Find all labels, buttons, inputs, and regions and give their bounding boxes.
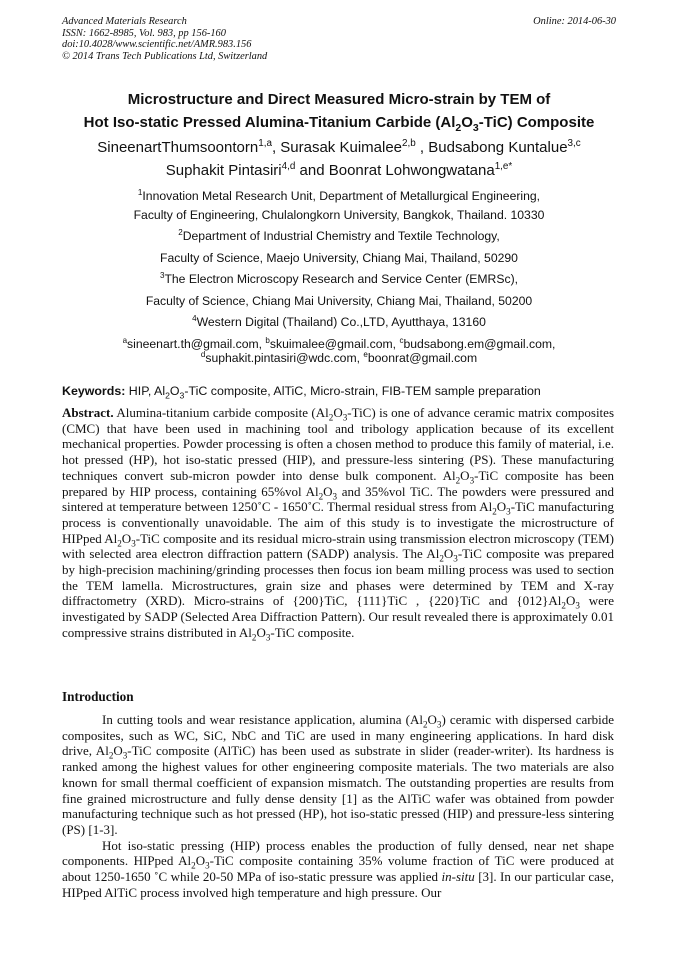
keywords-label: Keywords:	[62, 384, 126, 398]
email-link[interactable]: skuimalee@gmail.com,	[269, 337, 400, 351]
affiliation-4-line-1: $^4$Western Digital (Thailand) Co.,LTD, Ayutthaya, 13160	[192, 313, 486, 329]
issn-line: ISSN: 1662-8985, Vol. 983, pp 156-160	[62, 27, 226, 39]
affiliation-1-line-2: Faculty of Engineering, Chulalongkorn University, Bangkok, Thailand. 10330	[133, 208, 545, 222]
introduction-paragraph-1: In cutting tools and wear resistance application, alumina $(Al_2O_3)$ ceramic with dispersed carbide composites, such as WC, SiC, NbC and TiC are used in many engineering applications. In hard disk drive, $Al_2O_3$-TiC composite (AlTiC) has been used as substrate in slider (reader-writer). Its hardness is ranked among the highest values for other engineering composite materials. The two materials are also known for small thermal coefficient of expansion mismatch. The outstanding properties are results from fine grained microstructure and fully dense density [1] as the AlTiC wafer was obtained from powder manufacturing technique such as hot pressed (HP), hot iso-static pressed (HIP) and pressure-less sintering (PS) [1-3].	[62, 712, 614, 837]
affiliation-1-line-1: $^1$Innovation Metal Research Unit, Department of Metallurgical Engineering,	[137, 187, 541, 203]
affiliation-2-line-2: Faculty of Science, Maejo University, Chiang Mai, Thailand, 50290	[160, 251, 518, 265]
emails-line-1: $^a$sineenart.th@gmail.com, $^b$skuimalee@gmail.com, $^c$budsabong.em@gmail.com,	[122, 335, 556, 351]
authors-line-2: Suphakit Pintasiri$^{4,d}$ and Boonrat Lohwongwatana$^{1,e*}$	[165, 161, 513, 179]
email-link[interactable]: budsabong.em@gmail.com,	[403, 337, 556, 351]
introduction-paragraph-2: Hot iso-static pressing (HIP) process enables the production of fully densed, near net shape components. HIPped $Al_2O_3$-TiC composite containing 35% volume fraction of TiC were produced at about 1250-1650 ˚C while 20-50 MPa of iso-static pressure was applied in-situ [3]. In our particular case, HIPped AlTiC process involved high temperature and high pressure. Our	[62, 837, 614, 900]
email-link[interactable]: boonrat@gmail.com	[367, 351, 478, 365]
online-date: Online: 2014-06-30	[533, 16, 616, 27]
emails-line-2: $^d$suphakit.pintasiri@wdc.com, $^e$boonrat@gmail.com	[200, 349, 478, 365]
journal-header	[62, 16, 616, 62]
keywords: Keywords: HIP, $Al_2O_3$-TiC composite, AlTiC, Micro-strain, FIB-TEM sample preparation	[62, 384, 541, 401]
paper-title-line-1: Microstructure and Direct Measured Micro-strain by TEM of	[127, 91, 551, 108]
affiliation-3-line-1: $^3$The Electron Microscopy Research and Service Center (EMRSc),	[159, 270, 519, 286]
paper-title-line-2: Hot Iso-static Pressed Alumina-Titanium Carbide $(Al_2O_3-TiC)$ Composite	[83, 114, 595, 134]
email-link[interactable]: suphakit.pintasiri@wdc.com,	[205, 351, 364, 365]
abstract-label: Abstract.	[62, 405, 114, 420]
introduction-heading: Introduction	[62, 689, 134, 704]
abstract-paragraph: Abstract. Alumina-titanium carbide composite $(Al_2O_3-TiC)$ is one of advance ceramic matrix composites (CMC) that have been used in machining tool and tribology application because of its excellent mechanical properties. Powder processing is often a chosen method to produce this family of material, i.e. hot pressed (HP), hot iso-static pressed (HIP), and pressure-less sintering (PS). These manufacturing techniques convert sub-micron powder into dense bulk component. $Al_2O_3$-TiC composite has been prepared by HIP process, containing 65%vol $Al_2O_3$ and 35%vol TiC. The powders were pressured and sintered at temperature between 1250˚C - 1650˚C. Thermal residual stress from $Al_2O_3$-TiC manufacturing process is conventionally unavoidable. The aim of this study is to investigate the microstructure of HIPped $Al_2O_3$-TiC composite and its residual micro-strain using transmission electron microscopy (TEM) with selected area electron diffraction pattern (SADP) analysis. The $Al_2O_3$-TiC composite was prepared by high-precision machining/grinding processes then focus ion beam milling process was used to section the TEM lamella. Microstructures, grain size and phases were determined by TEM and X-ray diffractometry (XRD). Micro-strains of {200}TiC, {111}TiC , {220}TiC and $\{012\}Al_2O_3$ were investigated by SADP (Selected Area Diffraction Pattern). Our result revealed there is approximately 0.01 compressive strains distributed in $Al_2O_3$-TiC composite.	[62, 405, 615, 643]
affiliation-2-line-1: $^2$Department of Industrial Chemistry and Textile Technology,	[178, 227, 500, 243]
introduction-body	[62, 712, 614, 900]
copyright-line: © 2014 Trans Tech Publications Ltd, Switzerland	[62, 50, 268, 62]
affiliation-3-line-2: Faculty of Science, Chiang Mai University, Chiang Mai, Thailand, 50200	[145, 294, 533, 308]
doi-line: doi:10.4028/www.scientific.net/AMR.983.156	[62, 39, 252, 51]
authors-line-1: SineenartThumsoontorn$^{1,a}$, Surasak Kuimalee$^{2,b}$ , Budsabong Kuntalue$^{3,c}$	[97, 138, 581, 156]
journal-name: Advanced Materials Research	[62, 16, 187, 27]
email-link[interactable]: sineenart.th@gmail.com,	[127, 337, 266, 351]
